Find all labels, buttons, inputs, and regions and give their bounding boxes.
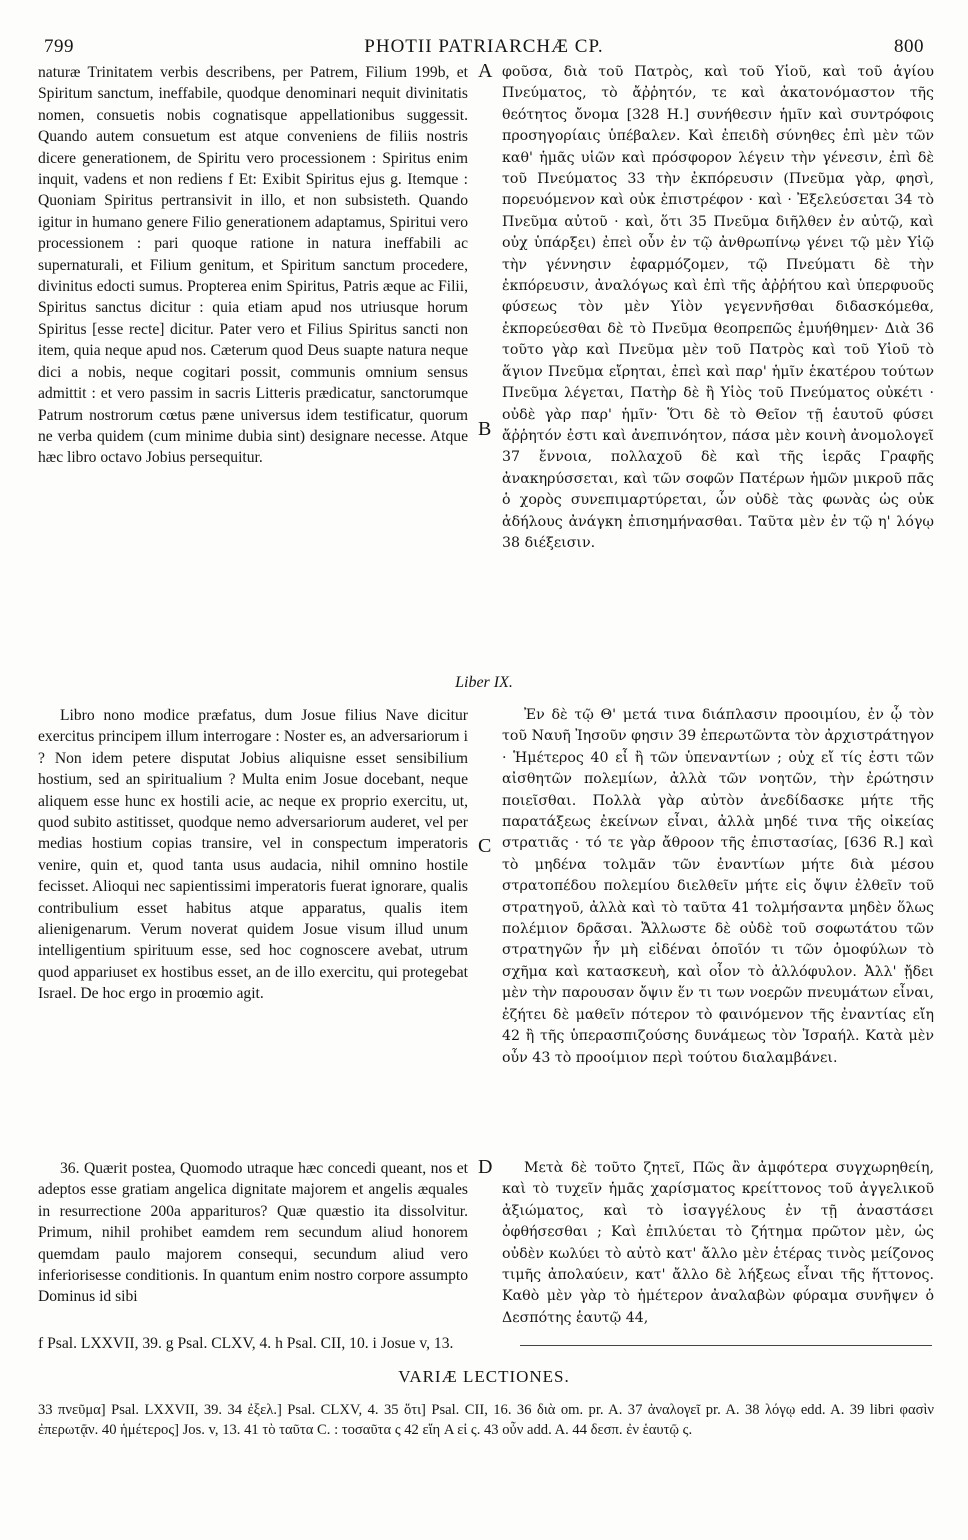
latin-paragraph: naturæ Trinitatem verbis describens, per Patrem, Filium 199b, et Spiritum sanctum, ineffabile, quodque denominari nequit divinitatis nomen, consuetis nobis cognatisque appellationibus suggessit. Quando autem consuetum est atque conveniens de filiis nostris dicere generationem, de Spiritu vero processionem : Spiritus enim inquit, vadens et non rediens f Et: Exibit Spiritus ejus g. Itemque : Quoniam Spiritus pertransivit in illo, et non subsisteth. Quando igitur in humano genere Filio generationem adaptamus, Spiritui vero processionem : pari quoque ratione in natura ineffabili ac supernaturali, et Filium genitum, et Spiritum sanctum procedere, divinitus edocti sumus. Propterea enim Spiritus, Patris æque ac Filii, Spiritus sanctus dicitur : quia etiam apud nos utriusque horum Spiritus [esse recte] dicitur. Pater vero et Filius Spiritus sancti non item, quia neque apud nos. Cæterum quod Deus suapte natura neque dici a nobis, neque cogitari possit, communis omnium sensus admittit : et vero passim in sacris Litteris prædicatur, sanctorumque Patrum nostrorum cœtus pæne universus idem testificatur, quorum ne verba quidem (cum minime dubia sint) designare necesse. Atque hæc libro octavo Jobius persequitur. — [38, 64, 468, 467]
variae-lectiones-notes: 33 πνεῦμα] Psal. LXXVII, 39. 34 ἐξελ.] Psal. CLXV, 4. 35 ὅτι] Psal. CII, 16. 36 διὰ om. pr. A. 37 ἀναλογεῖ pr. A. 38 λόγῳ edd. A. 39 libri φασὶν ἐπερωτᾷν. 40 ἡμέτερος] Jos. v, 13. 41 τὸ ταῦτα C. : τοσαῦτα ς 42 εἴη A εἰ ς. 43 οὖν add. A. 44 δεσπ. ἐν ἑαυτῷ ς. — [38, 1402, 934, 1438]
greek-column-section-3 — [502, 1158, 934, 1329]
latin-column-section-2 — [38, 705, 468, 1005]
greek-paragraph: Μετὰ δὲ τοῦτο ζητεῖ, Πῶς ἂν ἀμφότερα συγχωρηθείη, καὶ τὸ τυχεῖν ἡμᾶς χαρίσματος κρείττονος τοῦ ἀγγελικοῦ ἀξιώματος, καὶ τὸ ἰσαγγέλους ἐν τῇ ἀναστάσει ὀφθήσεσθαι ; Καὶ ἐπιλύεται τὸ ζήτημα πρῶτον μὲν, ὡς οὐδὲν κωλύει τὸ αὐτὸ κατ' ἄλλο μὲν ἑτέρας τινὸς μείζονος τιμῆς ἀπολαύειν, κατ' ἄλλο δὲ λήξεως εἶναι τῆς ἥττονος. Καθὸ μὲν γὰρ τὸ ἡμέτερον ἀναλαβὼν φύραμα συνῆψεν ὁ Δεσπότης ἑαυτῷ 44, — [502, 1160, 934, 1326]
page-number-left: 799 — [44, 36, 74, 57]
latin-paragraph: Libro nono modice præfatus, dum Josue filius Nave dicitur exercitus principem illum interrogare : Noster es, an adversariorum i ? Non idem petere disputat Jobius aliquisne esset sensibilium hostium, sed an spiritualium ? Multa enim Josue docebant, neque aliquem esse hunc ex hostili acie, ac neque ex proprio exercitu, ut, quod subito astitisset, quodque nemo adversariorum auderet, vel per medias hostium copias transire, vel in conspectum imperatoris venire, quin et, quod tanta usus audacia, nihil omnino hostile fecisset. Alioqui nec sapientissimi imperatoris fuerat ignorare, qualis contribulium esset habitus atque apparatus, qualis item alienigenarum. Verum noverat quidem Josue visum illud unum intelligentium spirituum esse, sed hoc cognoscere avebat, utrum quod appariuset ex hostibus esset, an de illo exercitu, qui protegebat Israel. De hoc ergo in proœmio agit. — [38, 707, 468, 1003]
page-number-right: 800 — [894, 36, 924, 57]
section-rule — [520, 1345, 932, 1346]
book-heading: Liber IX. — [455, 674, 513, 691]
greek-paragraph: Ἐν δὲ τῷ Θ' μετά τινα διάπλασιν προοιμίου, ἐν ᾧ τὸν τοῦ Ναυῆ Ἰησοῦν φησιν 39 ἐπερωτῶντα τὸν ἀρχιστράτηγον · Ἡμέτερος 40 εἶ ἢ τῶν ὑπεναντίων ; οὐχ εἴ τίς ἐστι τῶν αἰσθητῶν πολεμίων, ἀλλὰ τῶν νοητῶν, τὴν ἐρώτησιν ποιεῖσθαι. Πολλὰ γὰρ αὐτὸν ἀνεδίδασκε μήτε τῆς παρατάξεως ἐκείνων εἶναι, ἀλλὰ μηδέ τινα τῆς οἰκείας στρατιᾶς · τό τε γὰρ ἄθροον τῆς ἐπιστασίας, [636 R.] καὶ τὸ μηδένα τολμᾶν τῶν ἐναντίων μήτε διὰ μέσου στρατοπέδου πολεμίου διελθεῖν μήτε εἰς ὄψιν ἐλθεῖν τοῦ στρατηγοῦ, ἀλλὰ καὶ τὸ ταῦτα 41 τολμήσαντα μηδὲν ὅλως πολέμιον δρᾶσαι. Ἄλλωστε δὲ οὐδὲ τοῦ σοφωτάτου τῶν στρατηγῶν ἦν μὴ εἰδέναι ὁποῖόν τι τῶν ὁμοφύλων τὸ σχῆμα καὶ κατασκευὴ, καὶ οἷον τὸ ἀλλόφυλον. Ἀλλ' ᾔδει μὲν τὴν παρουσαν ὄψιν ἕν τι των νοερῶν πνευμάτων εἶναι, ἐζήτει δὲ μαθεῖν πότερον τὸ φαινόμενον τῆς ἐναντίας εἴη 42 ἢ τῆς ὑπερασπιζούσης δυνάμεως τὸν Ἰσραήλ. Κατὰ μὲν οὖν 43 τὸ προοίμιον περὶ τούτου διαλαμβάνει. — [502, 707, 934, 1066]
greek-column-section-2 — [502, 705, 934, 1069]
greek-column-section-1 — [502, 62, 934, 554]
margin-marker-c: C — [478, 835, 492, 857]
running-title: PHOTII PATRIARCHÆ CP. — [364, 36, 604, 57]
margin-marker-b: B — [478, 418, 492, 440]
variae-lectiones-heading: VARIÆ LECTIONES. — [398, 1367, 570, 1386]
margin-marker-d: D — [478, 1156, 493, 1178]
greek-paragraph: φοῦσα, διὰ τοῦ Πατρὸς, καὶ τοῦ Υἱοῦ, καὶ τοῦ ἁγίου Πνεύματος, τὸ ἄῤῥητόν, τε καὶ ἀκατονόμαστον τῆς θεότητος ὄνομα [328 H.] συνήθεσιν ἡμῖν καὶ συντρόφοις προσηγορίαις ὑπέβαλεν. Καὶ ἐπειδὴ σύνηθες ἐπὶ μὲν τῶν καθ' ἡμᾶς υἱῶν καὶ πρόσφορον λέγειν τὴν γένεσιν, ἐπὶ δὲ τοῦ Πνεύματος 33 τὴν ἐκπόρευσιν (Πνεῦμα γὰρ, φησὶ, πορευόμενον καὶ οὐκ ἐπιστρέφον · καὶ · Ἐξελεύσεται 34 τὸ Πνεῦμα αὐτοῦ · καὶ, ὅτι 35 Πνεῦμα διῆλθεν ἐν αὐτῷ, καὶ οὐχ ὑπάρξει) ἐπεὶ οὖν ἐν τῷ ἀνθρωπίνῳ γένει τῷ μὲν Υἱῷ τὴν γέννησιν ἐφαρμόζομεν, τῷ Πνεύματι δὲ τὴν ἐκπόρευσιν, ἀναλόγως καὶ ἐπὶ τῆς ἀῤῥήτου καὶ ὑπερφυοῦς φύσεως τὸν μὲν Υἱὸν γεγεννῆσθαι διδασκόμεθα, ἐκπορεύεσθαι δὲ τὸ Πνεῦμα θεοπρεπῶς ἐμυήθημεν· Διὰ 36 τοῦτο γὰρ καὶ Πνεῦμα μὲν τοῦ Πατρὸς καὶ τοῦ Υἱοῦ τὸ ἅγιον Πνεῦμα εἴρηται, ἐπεὶ καὶ παρ' ἡμῖν ἑκατέρου τούτων Πνεῦμα λέγεται, Πατὴρ δὲ ἢ Υἱὸς τοῦ Πνεύματος οὐκέτι · οὐδὲ γὰρ παρ' ἡμῖν· Ὅτι δὲ τὸ Θεῖον τῇ ἑαυτοῦ φύσει ἄῤῥητόν ἐστι καὶ ἀνεπινόητον, πάσα μὲν κοινὴ ἀνομολογεῖ 37 ἔννοια, πολλαχοῦ δὲ καὶ τῆς ἱερᾶς Γραφῆς ἀνακηρύσσεται, καὶ τῶν σοφῶν Πατέρων ἡμῶν μικροῦ πᾶς ὁ χορὸς συνεπιμαρτύρεται, ὧν οὐδὲ τὰς φωνὰς ὡς οὐκ ἀδήλους ἀνάγκη ἐπισημήνασθαι. Ταῦτα μὲν ἐν τῷ η' λόγῳ 38 διέξεισιν. — [502, 64, 934, 551]
margin-marker-a: A — [478, 60, 493, 82]
latin-column-section-3 — [38, 1158, 468, 1308]
latin-column-section-1 — [38, 62, 468, 469]
latin-paragraph: 36. Quærit postea, Quomodo utraque hæc concedi queant, nos et adeptos esse gratiam angelica dignitate majorem et angelis æquales in resurrectione 200a apparituros? Quæ quæstio ita dissolvitur. Primum, nihil prohibet eamdem rem secundum aliud honorem quemdam paulo majorem consequi, secundum aliud vero inferiorisesse conditionis. In quantum enim nostro corpore assumpto Dominus id sibi — [38, 1160, 468, 1306]
scripture-footnotes: f Psal. LXXVII, 39. g Psal. CLXV, 4. h Psal. CII, 10. i Josue v, 13. — [38, 1335, 454, 1352]
